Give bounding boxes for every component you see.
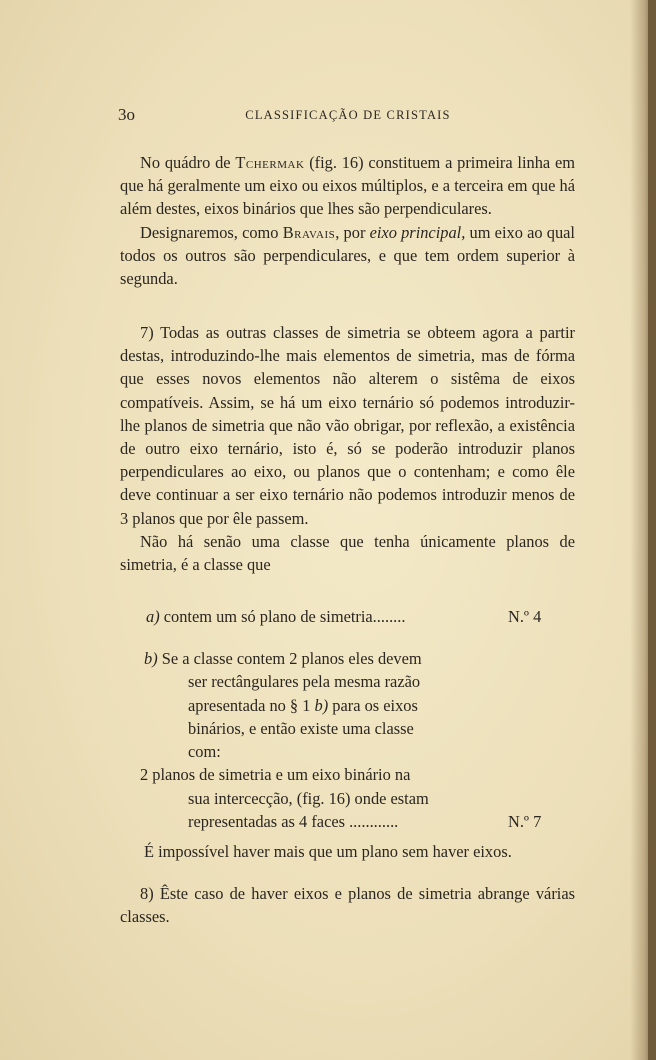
opening-paragraphs (120, 151, 575, 290)
page-header (118, 105, 578, 129)
list-marker-b: b) (144, 649, 158, 668)
section-7 (120, 321, 575, 576)
paragraph-tchermak: No quádro de Tchermak (fig. 16) constituem a primeira linha em que há geralmente um eixo ou eixos múltiplos, e a terceira em que há além destes, eixos binários que lhes são perpendiculares. (120, 153, 576, 219)
paragraph-impossible: É impossível haver mais que um plano sem haver eixos. (144, 842, 512, 861)
page-number: 3o (118, 105, 135, 124)
list-text-a: contem um só plano de simetria........ (159, 607, 406, 626)
paragraph-8: 8) Êste caso de haver eixos e planos de simetria abrange várias classes. (120, 884, 575, 927)
paragraph-unique-class: Não há senão uma classe que tenha únicamente planos de simetria, é a classe que (120, 531, 575, 575)
term-eixo-principal: eixo principal, (369, 222, 466, 242)
list-item-b (140, 647, 576, 833)
list-b-line-1: Se a classe contem 2 planos eles devem (157, 649, 422, 668)
list-b-line-8: representadas as 4 faces ............ N.º 7 (144, 810, 576, 833)
list-b-line-4: binários, e então existe uma classe (188, 718, 414, 738)
list-b-line-3: apresentada no § 1 b) para os eixos (188, 695, 418, 715)
paragraph-7: 7) Todas as outras classes de simetria se obteem agora a partir destas, introduzindo-lhe mais elementos de simetria, mas de fórma que esses novos elementos não alterem o sistêma de eixos compatíveis. Assim, se há um eixo ternário só podemos introduzir-lhe planos de simetria que não vão obrigar, por reflexão, a existência de outro eixo ternário, isto é, só se poderão introduzir planos perpendiculares ao eixo, ou planos que o contenham; e como êle deve continuar a ser eixo ternário não podemos introduzir menos de 3 planos que por êle passem. (120, 323, 575, 528)
list-b-line-7: sua intercecção, (fig. 16) onde estam (188, 788, 429, 808)
list-item-a (146, 605, 576, 629)
author-tchermak: Tchermak (235, 153, 305, 172)
page-spine-edge (648, 0, 656, 1060)
list-b-line-5: com: (188, 742, 221, 762)
list-b-line-2: ser rectângulares pela mesma razão (188, 672, 421, 692)
paragraph-eixo-principal: Designaremos, como Bravais, por eixo principal, um eixo ao qual todos os outros são perpendiculares, e que tem ordem superior à segunda. (120, 222, 575, 289)
author-bravais: Bravais (282, 222, 336, 242)
list-marker-a: a) (146, 607, 160, 626)
class-number-7: N.º 7 (508, 812, 542, 832)
list-b-line-6: 2 planos de simetria e um eixo binário na (140, 765, 411, 785)
section-8 (120, 882, 575, 928)
class-number-4: N.º 4 (508, 607, 542, 626)
running-title: CLASSIFICAÇÃO DE CRISTAIS (245, 108, 451, 122)
